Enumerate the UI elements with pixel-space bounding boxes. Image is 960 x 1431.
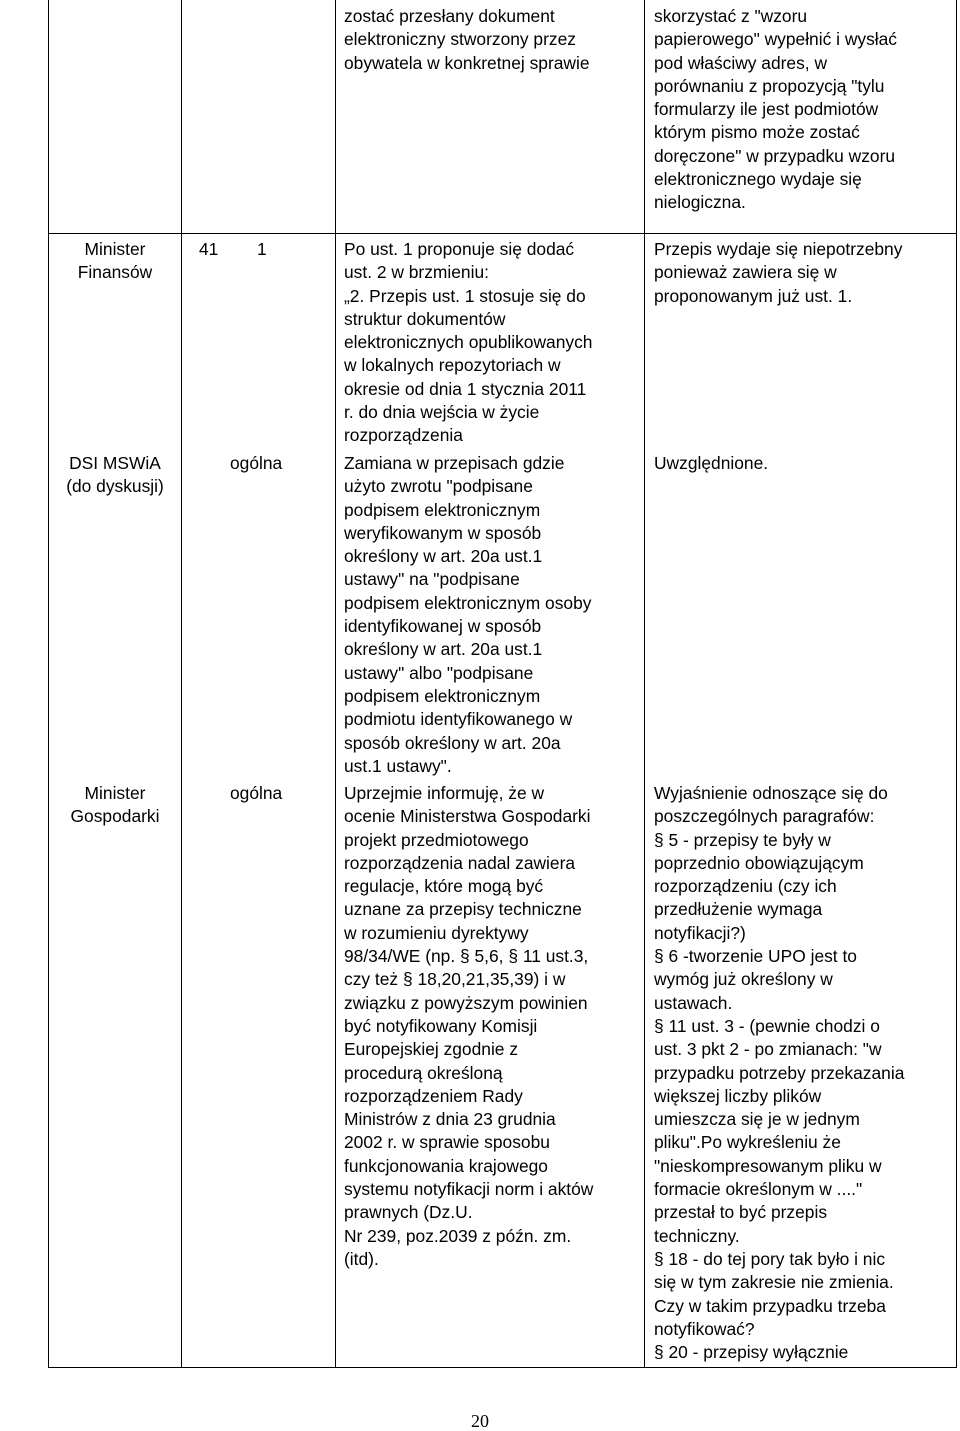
row-2-proposal: Zamiana w przepisach gdzie użyto zwrotu "podpisane podpisem elektronicznym weryfikowanym w sposób określony w art. 20a ust.1 ustawy" na "podpisane podpisem elektronicznym osoby identyfikowanej w sposób określony w art. 20a ust.1 ustawy" albo "podpisane podpisem elektronicznym podmiotu identyfikowanego w sposób określony w art. 20a ust.1 ustawy". [344,453,592,776]
table-border-right [956,0,957,1368]
table-border-col1 [181,0,182,1368]
row-1-response: Przepis wydaje się niepotrzebny ponieważ zawiera się w proponowanym już ust. 1. [654,239,903,306]
row-0-proposal: zostać przesłany dokument elektroniczny stworzony przez obywatela w konkretnej sprawie [344,6,590,73]
page-number: 20 [471,1411,489,1431]
row-3-unit: ogólna [230,783,283,803]
table-border-left [48,0,49,1368]
row-divider [48,233,957,234]
table-border-bottom [48,1367,957,1368]
row-3-proposal: Uprzejmie informuję, że w ocenie Ministerstwa Gospodarki projekt przedmiotowego rozporządzenia nadal zawiera regulacje, które mogą być uznane za przepisy techniczne w rozumieniu dyrektywy 98/34/WE (np. § 5,6, § 11 ust.3, czy też § 18,20,21,35,39) i w związku z powyższym powinien być notyfikowany Komisji Europejskiej zgodnie z procedurą określoną rozporządzeniem Rady Ministrów z dnia 23 grudnia 2002 r. w sprawie sposobu funkcjonowania krajowego systemu notyfikacji norm i aktów prawnych (Dz.U. Nr 239, poz.2039 z późn. zm. (itd). [344,783,594,1269]
row-1-unit: 1 [257,239,267,259]
row-0-response: skorzystać z "wzoru papierowego" wypełnić i wysłać pod właściwy adres, w porównaniu z propozycją "tylu formularzy ile jest podmiotów którym pismo może zostać doręczone" w przypadku wzoru elektronicznego wydaje się nielogiczna. [654,6,897,213]
table-border-col2 [335,0,336,1368]
row-1-submitter: Minister Finansów [77,239,153,283]
row-2-submitter: DSI MSWiA (do dyskusji) [66,453,164,497]
row-1-paragraph: 41 [199,239,219,259]
row-2-unit: ogólna [230,453,283,473]
table-border-col3 [644,0,645,1368]
row-2-response: Uwzględnione. [654,453,769,473]
row-3-submitter: Minister Gospodarki [70,783,160,827]
row-3-response: Wyjaśnienie odnoszące się do poszczególnych paragrafów: § 5 - przepisy te były w poprzednio obowiązującym rozporządzeniu (czy ich przedłużenie wymaga notyfikacji?) § 6 -tworzenie UPO jest to wymóg już określony w ustawach. § 11 ust. 3 - (pewnie chodzi o ust. 3 pkt 2 - po zmianach: "w przypadku potrzeby przekazania większej liczby plików umieszcza się je w jednym pliku".Po wykreśleniu że "nieskompresowanym pliku w formacie określonym w ...." przestał to być przepis techniczny. § 18 - do tej pory tak było i nic się w tym zakresie nie zmienia. Czy w takim przypadku trzeba notyfikować? § 20 - przepisy wyłącznie [654,783,905,1363]
row-1-proposal: Po ust. 1 proponuje się dodać ust. 2 w brzmieniu: „2. Przepis ust. 1 stosuje się do struktur dokumentów elektronicznych opublikowanych w lokalnych repozytoriach w okresie od dnia 1 stycznia 2011 r. do dnia wejścia w życie rozporządzenia [344,239,593,446]
